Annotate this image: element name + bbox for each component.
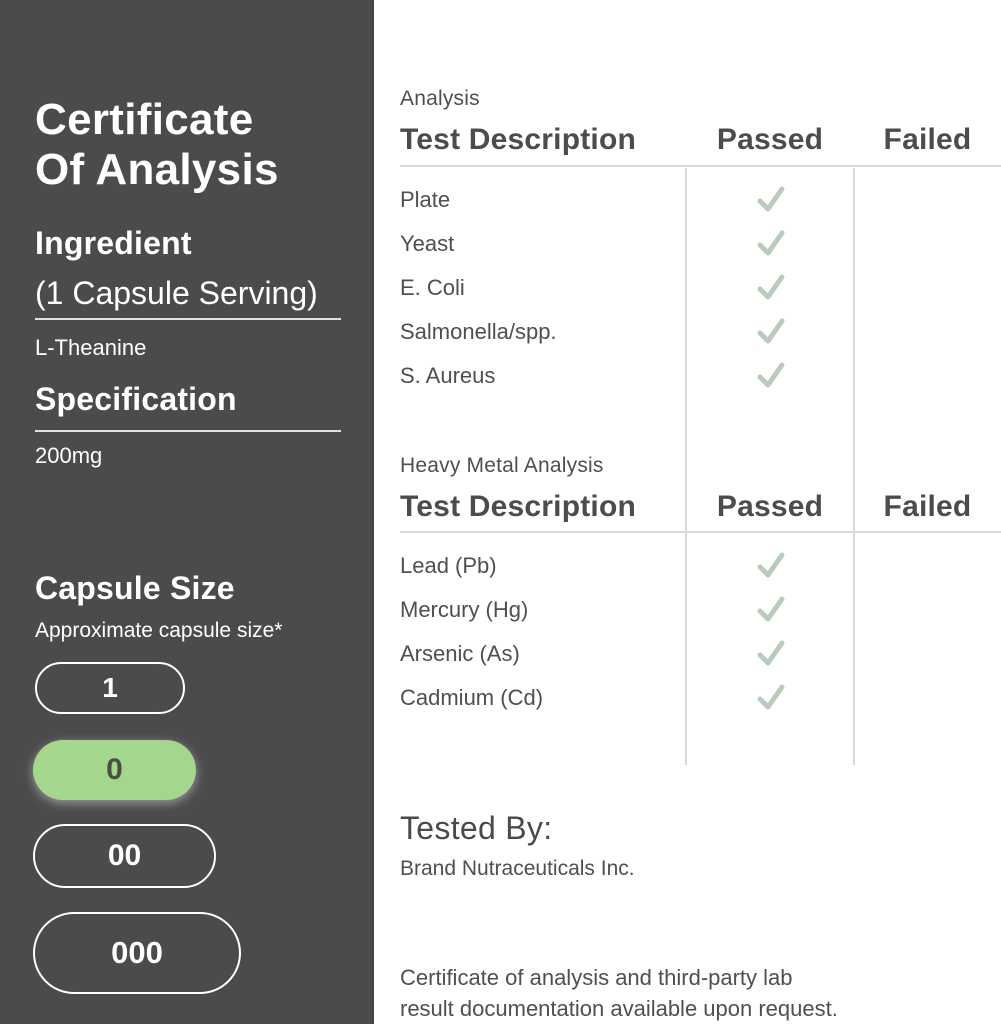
specification-heading: Specification [35,381,237,417]
heavy-metal-table-body [400,544,1001,720]
check-icon [754,639,787,669]
test-label: Cadmium (Cd) [400,685,544,710]
table-row [400,676,1001,720]
ingredient-divider [35,318,341,320]
check-icon [754,185,787,215]
table-row [400,310,1001,354]
capsule-size-option-0-label: 0 [106,753,123,786]
ingredient-value: L-Theanine [35,335,147,360]
page-title-line1: Certificate [35,95,254,144]
analysis-section-label: Analysis [400,87,480,110]
analysis-header-test-description: Test Description [400,123,637,156]
page-title [35,95,279,195]
analysis-header-rule [400,165,1001,167]
test-label: Yeast [400,231,455,256]
capsule-size-option-1-label: 1 [102,672,118,703]
passed-cell [686,361,854,391]
check-icon [754,683,787,713]
page-title-line2: Of Analysis [35,145,279,194]
ingredient-heading: Ingredient [35,225,192,261]
passed-cell [686,185,854,215]
table-row [400,588,1001,632]
ingredient-subheading: (1 Capsule Serving) [35,275,318,311]
table-row [400,178,1001,222]
tested-by-heading: Tested By: [400,810,553,846]
heavy-metal-header-rule [400,531,1001,533]
table-row [400,222,1001,266]
capsule-size-option-0-selected[interactable] [33,740,196,800]
passed-cell [686,639,854,669]
passed-cell [686,273,854,303]
test-label: Mercury (Hg) [400,597,529,622]
test-label: Arsenic (As) [400,641,520,666]
capsule-size-option-000-label: 000 [111,935,163,970]
footer-note [400,962,838,1024]
check-icon [754,595,787,625]
check-icon [754,229,787,259]
capsule-size-option-00[interactable] [33,824,216,888]
footer-note-line1: Certificate of analysis and third-party lab [400,965,793,990]
table-row [400,544,1001,588]
table-row [400,354,1001,398]
check-icon [754,551,787,581]
sidebar [0,0,374,1024]
heavy-metal-header-failed: Failed [883,490,972,523]
analysis-header-failed: Failed [883,123,972,156]
specification-value: 200mg [35,443,103,468]
specification-divider [35,430,341,432]
heavy-metal-table-header [400,481,1001,533]
passed-cell [686,229,854,259]
test-label: Salmonella/spp. [400,319,557,344]
check-icon [754,361,787,391]
passed-cell [686,683,854,713]
heavy-metal-section-label: Heavy Metal Analysis [400,454,604,477]
test-label: Lead (Pb) [400,553,497,578]
test-label: E. Coli [400,275,465,300]
passed-cell [686,551,854,581]
test-label: Plate [400,187,451,212]
capsule-size-heading: Capsule Size [35,570,235,606]
analysis-table-body [400,178,1001,398]
footer-note-line2: result documentation available upon request. [400,996,838,1021]
check-icon [754,317,787,347]
passed-cell [686,595,854,625]
capsule-size-note: Approximate capsule size* [35,619,283,642]
capsule-size-option-000[interactable] [33,912,241,994]
heavy-metal-header-test-description: Test Description [400,490,637,523]
heavy-metal-header-passed: Passed [716,490,824,523]
capsule-size-option-00-label: 00 [107,839,142,872]
check-icon [754,273,787,303]
capsule-size-option-1[interactable] [35,662,185,714]
tested-by-value: Brand Nutraceuticals Inc. [400,857,635,880]
table-row [400,266,1001,310]
table-row [400,632,1001,676]
test-label: S. Aureus [400,363,496,388]
passed-cell [686,317,854,347]
analysis-header-passed: Passed [716,123,824,156]
analysis-table-header [400,114,1001,166]
